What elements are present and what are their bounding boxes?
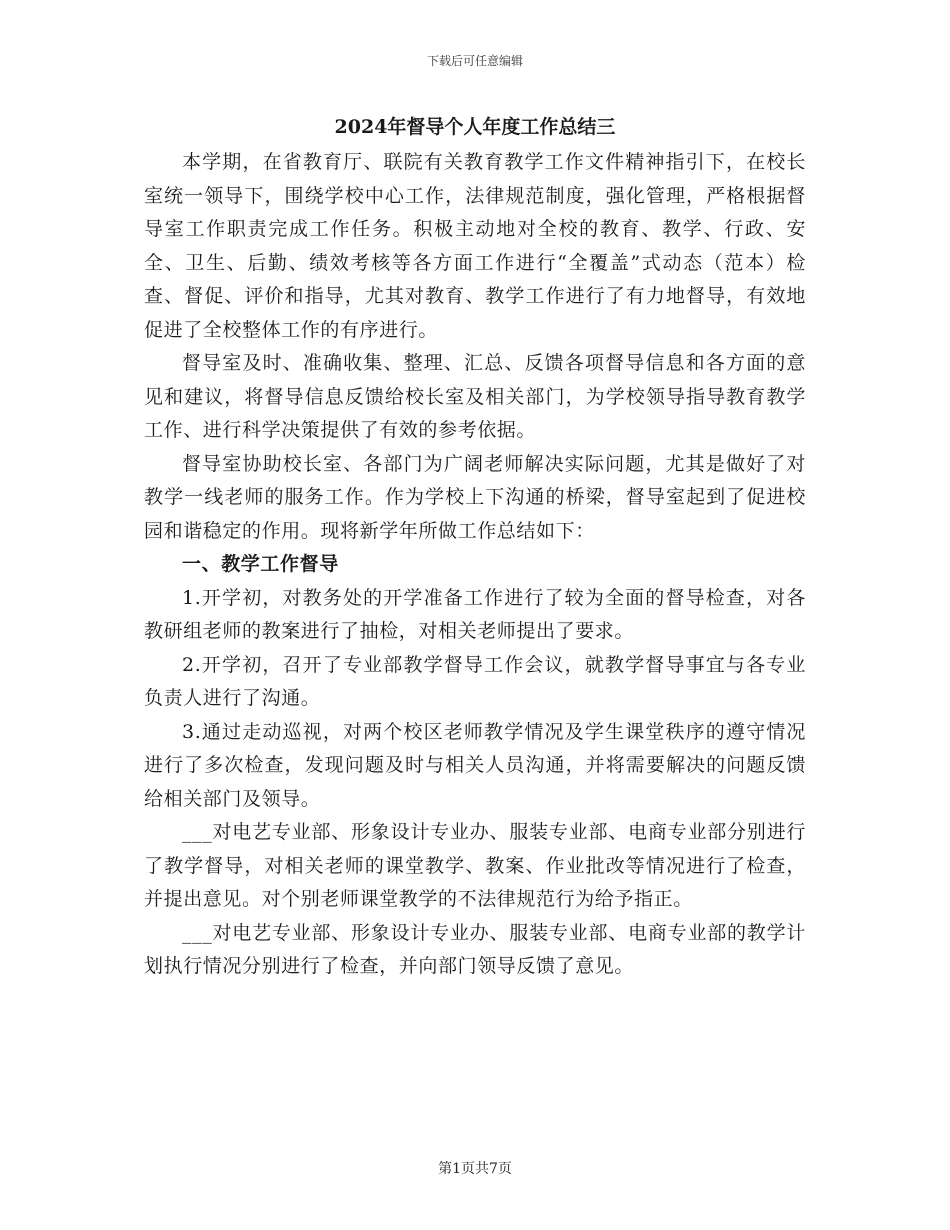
list-item: 1.开学初，对教务处的开学准备工作进行了较为全面的督导检查，对各教研组老师的教案进行了抽检，对相关老师提出了要求。 (144, 586, 806, 642)
header-note: 下载后可任意编辑 (426, 54, 523, 68)
paragraph-intro: 本学期，在省教育厅、联院有关教育教学工作文件精神指引下，在校长室统一领导下，围绕学校中心工作，法律规范制度，强化管理，严格根据督导室工作职责完成工作任务。积极主动地对全校的教育、教学、行政、安全、卫生、后勤、绩效考核等各方面工作进行“全覆盖”式动态（范本）检查、督促、评价和指导，尤其对教育、教学工作进行了有力地督导，有效地促进了全校整体工作的有序进行。 (144, 151, 806, 341)
paragraph-feedback: 督导室及时、准确收集、整理、汇总、反馈各项督导信息和各方面的意见和建议，将督导信息反馈给校长室及相关部门，为学校领导指导教育教学工作、进行科学决策提供了有效的参考依据。 (144, 352, 806, 441)
document-body (144, 112, 806, 984)
document-title: 2024年督导个人年度工作总结三 (334, 116, 616, 138)
section-heading-teaching-supervision: 一、教学工作督导 (182, 553, 339, 575)
list-item: 3.通过走动巡视，对两个校区老师教学情况及学生课堂秩序的遵守情况进行了多次检查，发现问题及时与相关人员沟通，并将需要解决的问题反馈给相关部门及领导。 (144, 720, 806, 810)
paragraph-service: 督导室协助校长室、各部门为广阔老师解决实际问题，尤其是做好了对教学一线老师的服务工作。作为学校上下沟通的桥梁，督导室起到了促进校园和谐稳定的作用。现将新学年所做工作总结如下： (144, 452, 806, 542)
list-item: ___对电艺专业部、形象设计专业办、服装专业部、电商专业部的教学计划执行情况分别进行了检查，并向部门领导反馈了意见。 (144, 921, 806, 977)
list-item: ___对电艺专业部、形象设计专业办、服装专业部、电商专业部分别进行了教学督导，对相关老师的课堂教学、教案、作业批改等情况进行了检查，并提出意见。对个别老师课堂教学的不法律规范行为给予指正。 (144, 821, 806, 910)
page-number: 第1页共7页 (438, 1161, 512, 1177)
list-item: 2.开学初，召开了专业部教学督导工作会议，就教学督导事宜与各专业负责人进行了沟通。 (144, 653, 806, 709)
